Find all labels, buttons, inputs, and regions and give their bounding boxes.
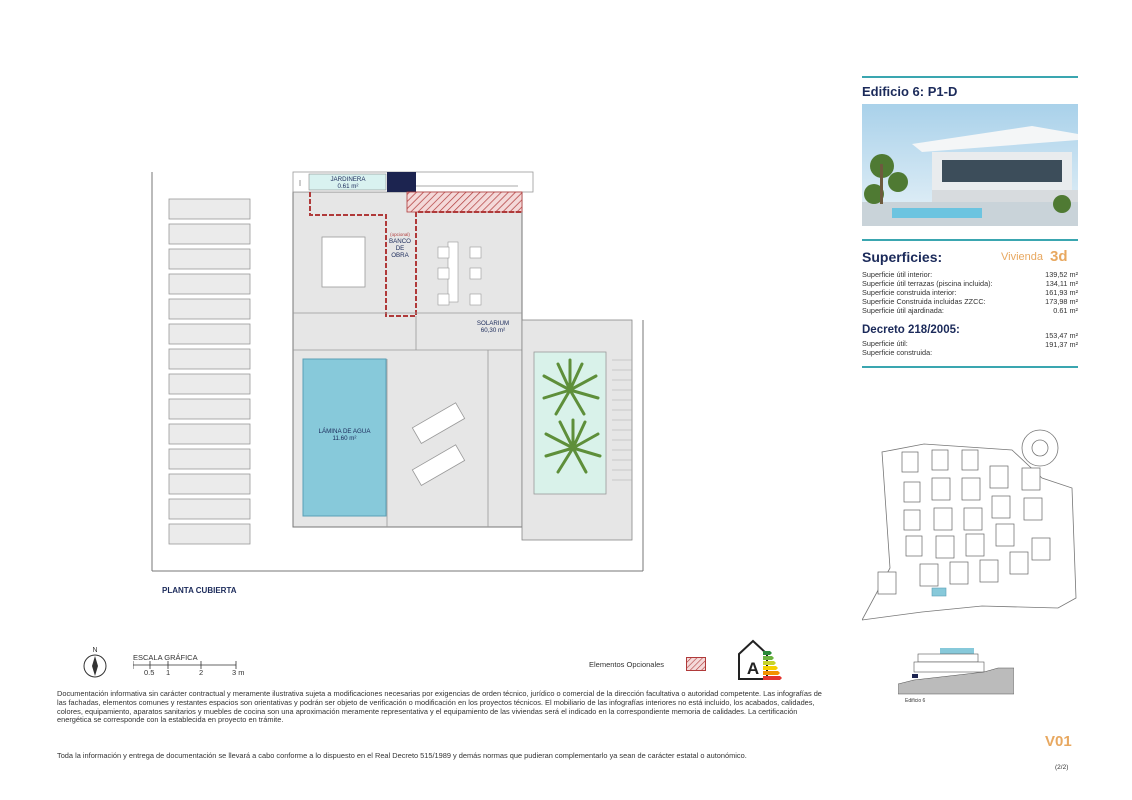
scale-tick-label: 3 m (232, 668, 245, 677)
legal-paragraph: Toda la información y entrega de documentación se llevará a cabo conforme a lo dispuesto en el Real Decreto 515/1989 y demás normas que pudieran complementarlo ya sean de carácter estatal o autonómico. (57, 751, 747, 760)
solarium-title: SOLARIUM (476, 320, 510, 327)
section-divider (862, 239, 1078, 241)
jardinera-label (312, 176, 384, 190)
surface-value: 139,52 m² (1045, 270, 1078, 279)
scale-tick-label: 2 (199, 668, 204, 677)
decreto-label: Superficie útil: (862, 339, 908, 348)
decreto-value: 153,47 m² (1045, 331, 1078, 340)
scale-tick-label: 0.5 (144, 668, 155, 677)
surface-row (862, 306, 1078, 315)
banco-line2: DE (395, 245, 405, 252)
surface-label: Superficie útil interior: (862, 270, 933, 279)
decreto-value: 191,37 m² (1045, 340, 1078, 349)
section-thumbnail (898, 644, 1014, 696)
banco-optional-note: (opcional) (390, 232, 410, 237)
building-render-image (862, 104, 1078, 226)
keyplan-caption: Edificio 6 (905, 698, 926, 704)
vivienda-label: Vivienda (1001, 251, 1043, 263)
disclaimer-paragraph: Documentación informativa sin carácter contractual y meramente ilustrativa sujeta a modificaciones necesarias por exigencias de orden técnico, jurídico o comercial de la dirección facultativa o autoridad competente. Las infografías de las fachadas, elementos comunes y restantes espacios son orientativas y podrán ser objeto de verificación o modificación en los proyectos técnicos. El mobiliario de las infografías interiores no está incluido, los acabados, calidades, colores, equipamiento, aparatos sanitarios y muebles de cocina son una aproximación meramente representativa y el equipamiento de las viviendas será el indicado en la correspondiente memoria de calidades. La certificación energética se corresponde con la establecida en proyecto en trámite. (57, 689, 822, 725)
solarium-area: 60,30 m² (480, 327, 506, 334)
page-number: (2/2) (1055, 764, 1069, 771)
header-divider (862, 76, 1078, 78)
surface-value: 134,11 m² (1045, 279, 1078, 288)
surface-label: Superficie Construida incluidas ZZCC: (862, 297, 986, 306)
surface-value: 0.61 m² (1053, 306, 1078, 315)
banco-line1: BANCO (388, 238, 411, 245)
surface-row (862, 270, 1078, 279)
optional-elements-label: Elementos Opcionales (589, 660, 665, 669)
energy-rating-icon (736, 638, 782, 682)
surface-value: 161,93 m² (1045, 288, 1078, 297)
plan-label: PLANTA CUBIERTA (162, 586, 237, 595)
jardinera-area: 0.61 m² (337, 183, 359, 190)
surface-label: Superficie útil terrazas (piscina incluida): (862, 279, 993, 288)
pool-area: 11.60 m² (332, 435, 357, 442)
version-label: V01 (1045, 733, 1072, 750)
floor-plan (140, 160, 660, 580)
decreto-label: Superficie construida: (862, 348, 933, 357)
jardinera-title: JARDINERA (330, 176, 366, 183)
surface-row (862, 297, 1078, 306)
vivienda-code: 3d (1050, 248, 1068, 265)
optional-hatch-swatch (686, 657, 706, 671)
pool-title: LÁMINA DE AGUA (318, 428, 371, 435)
scale-tick-label: 1 (166, 668, 171, 677)
section-divider-bottom (862, 366, 1078, 368)
surface-row (862, 288, 1078, 297)
north-arrow-icon (80, 644, 110, 680)
site-key-plan (862, 428, 1078, 624)
banco-label (384, 231, 416, 259)
parking-stripes (169, 199, 250, 544)
surface-row (862, 279, 1078, 288)
banco-line3: OBRA (391, 252, 409, 259)
pool-label (303, 428, 386, 442)
energy-letter: A (746, 659, 760, 678)
surface-label: Superficie útil ajardinada: (862, 306, 944, 315)
surface-value: 173,98 m² (1045, 297, 1078, 306)
surfaces-title: Superficies: (862, 249, 943, 265)
decreto-title: Decreto 218/2005: (862, 324, 960, 336)
north-letter: N (92, 647, 98, 654)
scale-title: ESCALA GRÁFICA (133, 653, 198, 662)
solarium-label (462, 320, 524, 334)
surface-label: Superficie construida interior: (862, 288, 957, 297)
sheet-title: Edificio 6: P1-D (862, 84, 958, 99)
